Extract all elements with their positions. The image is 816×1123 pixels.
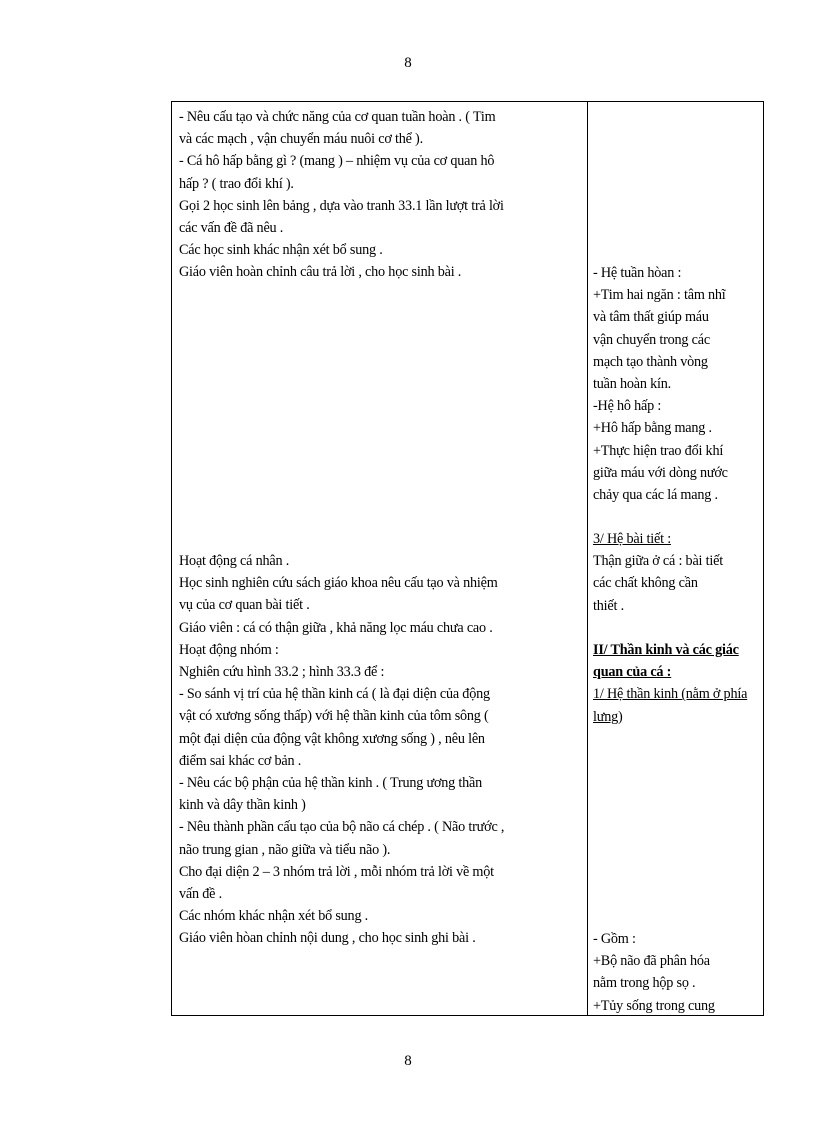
text-line: Các học sinh khác nhận xét bổ sung .	[179, 242, 383, 259]
text-line: Giáo viên hòan chỉnh nội dung , cho học sinh ghi bài .	[179, 930, 476, 947]
text-line: thiết .	[593, 597, 624, 614]
right-cell-block-1	[593, 262, 763, 506]
text-line: tuần hoàn kín.	[593, 376, 671, 393]
text-line: và các mạch , vận chuyển máu nuôi cơ thể ).	[179, 131, 423, 148]
text-line: nằm trong hộp sọ .	[593, 975, 696, 992]
text-line: một đại diện của động vật không xương sống ) , nêu lên	[179, 730, 485, 747]
column-divider	[587, 102, 588, 1015]
text-line: Các nhóm khác nhận xét bổ sung .	[179, 908, 369, 925]
text-line: - So sánh vị trí của hệ thần kinh cá ( là đại diện của động	[179, 686, 490, 703]
text-line: +Tim hai ngăn : tâm nhĩ	[593, 287, 726, 304]
text-line: giữa máu với dòng nước	[593, 464, 728, 481]
text-line: Gọi 2 học sinh lên bảng , dựa vào tranh 33.1 lần lượt trả lời	[179, 197, 504, 214]
right-cell-block-3	[593, 639, 763, 728]
text-line: Thận giữa ở cá : bài tiết	[593, 553, 723, 570]
text-line: vật có xương sống thấp) với hệ thần kinh của tôm sông (	[179, 708, 489, 725]
nervous-system-subheading: 1/ Hệ thần kinh (nằm ở phía lưng)	[593, 686, 748, 725]
text-line: Giáo viên hoàn chỉnh câu trả lời , cho học sinh bài .	[179, 264, 462, 281]
text-line: vấn đề .	[179, 886, 222, 903]
text-line: vận chuyển trong các	[593, 331, 710, 348]
text-line: điểm sai khác cơ bản .	[179, 752, 302, 769]
right-cell-block-2	[593, 528, 763, 617]
right-cell-block-4	[593, 928, 763, 1017]
text-line: -Hệ hô hấp :	[593, 398, 662, 415]
text-line: mạch tạo thành vòng	[593, 353, 708, 370]
text-line: và tâm thất giúp máu	[593, 309, 709, 326]
nervous-section-heading: II/ Thần kinh và các giác quan của cá :	[593, 642, 739, 681]
text-line: +Bộ não đã phân hóa	[593, 953, 710, 970]
text-line: - Cá hô hấp bằng gì ? (mang ) – nhiệm vụ của cơ quan hô	[179, 153, 495, 170]
left-cell-block-2	[179, 550, 579, 950]
text-line: - Nêu thành phần cấu tạo của bộ não cá chép . ( Não trước ,	[179, 819, 505, 836]
text-line: +Thực hiện trao đổi khí	[593, 442, 724, 459]
page-number-top: 8	[404, 55, 412, 71]
text-line: hấp ? ( trao đổi khí ).	[179, 175, 294, 192]
text-line: chảy qua các lá mang .	[593, 487, 718, 504]
text-line: Cho đại diện 2 – 3 nhóm trả lời , mỗi nhóm trả lời về một	[179, 863, 494, 880]
left-cell-block-1	[179, 106, 579, 284]
text-line: Hoạt động cá nhân .	[179, 553, 290, 569]
text-line: - Nêu các bộ phận của hệ thần kinh . ( Trung ương thần	[179, 775, 483, 792]
excretory-heading: 3/ Hệ bài tiết :	[593, 531, 671, 547]
text-line: Giáo viên : cá có thận giữa , khả năng lọc máu chưa cao .	[179, 619, 493, 636]
text-line: - Hệ tuần hòan :	[593, 265, 682, 281]
text-line: não trung gian , não giữa và tiểu não ).	[179, 841, 391, 858]
text-line: - Gồm :	[593, 931, 636, 947]
text-line: Hoạt động nhóm :	[179, 641, 279, 658]
text-line: vụ của cơ quan bài tiết .	[179, 597, 310, 614]
text-line: Học sinh nghiên cứu sách giáo khoa nêu cấu tạo và nhiệm	[179, 575, 498, 592]
text-line: +Tủy sống trong cung	[593, 997, 715, 1014]
text-line: các chất không cần	[593, 575, 698, 592]
text-line: +Hô hấp bằng mang .	[593, 420, 712, 437]
text-line: các vấn đề đã nêu .	[179, 220, 284, 237]
text-line: - Nêu cấu tạo và chức năng của cơ quan tuần hoàn . ( Tim	[179, 109, 496, 125]
text-line: kinh và dây thần kinh )	[179, 797, 306, 814]
text-line: Nghiên cứu hình 33.2 ; hình 33.3 để :	[179, 664, 385, 681]
lesson-table	[171, 101, 764, 1016]
page-number-bottom: 8	[404, 1053, 412, 1069]
